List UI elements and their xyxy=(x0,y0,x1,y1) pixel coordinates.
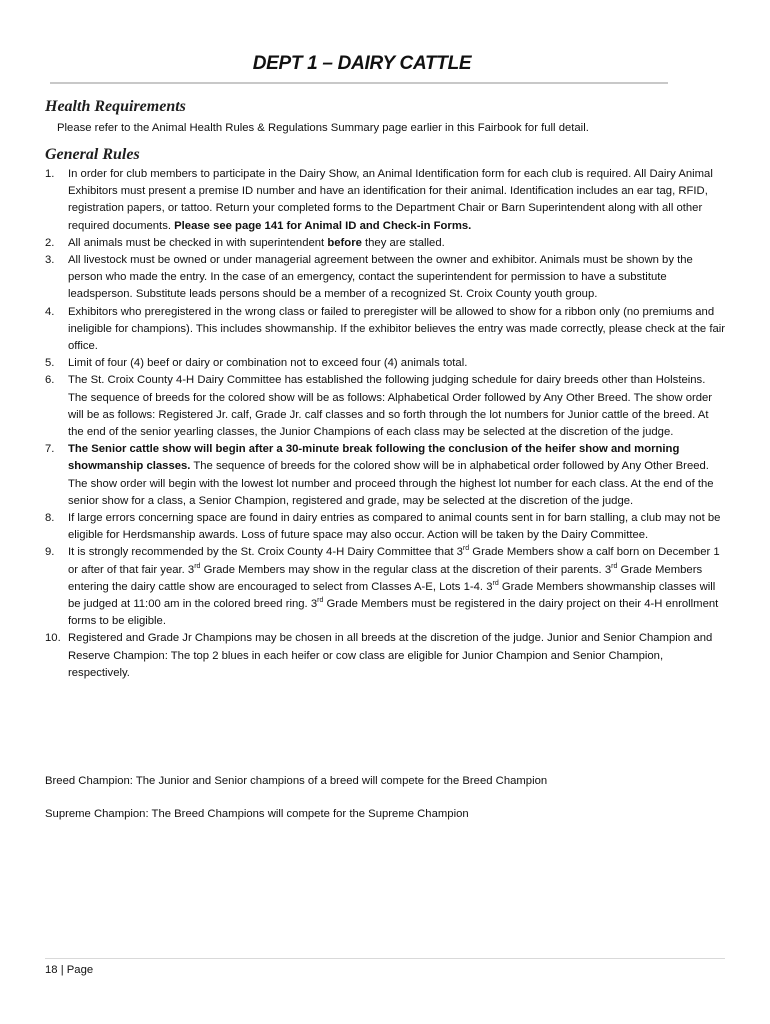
rule-text xyxy=(68,237,445,249)
rule-item xyxy=(45,355,725,372)
rule-emphasis: Please see page 141 for Animal ID and Check-in Forms. xyxy=(174,219,472,232)
rule-number: 8. xyxy=(45,512,55,525)
ordinal-suffix: rd xyxy=(492,580,499,588)
rule-text xyxy=(68,512,720,541)
title-underline xyxy=(50,82,668,84)
rule-number: 3. xyxy=(45,254,55,267)
rule-text-segment: If large errors concerning space are found in dairy entries as compared to animal counts sent in for barn stalling, a club may not be eligible for Herdsmanship awards. Loss of future space may also occur. Action will be taken by the Dairy Committee. xyxy=(68,512,721,542)
rule-text-segment: The sequence of breeds for the colored show will be in alphabetical order followed by Any Other Breed. The show order will begin with the lowest lot number and proceed through the highest lot number for each class. At the end of the senior show for a class, a Senior Champion, registered and grade, may be selected at the discretion of the judge. xyxy=(68,460,714,507)
rule-text xyxy=(68,632,712,678)
rule-text xyxy=(68,168,713,232)
rule-item xyxy=(45,166,725,235)
rule-text-segment: All livestock must be owned or under managerial agreement between the owner and exhibitor. Animals must be shown by the person who made the entry. In the case of an emergency, contact the superintendent for permission to have a substitute leadsperson. Substitute leads persons should be a member of a recognized St. Croix County youth group. xyxy=(68,254,693,301)
rule-text-segment: In order for club members to participate in the Dairy Show, an Animal Identification form for each club is required. All Dairy Animal Exhibitors must present a premise ID number and have an identification for their animal. Identification includes an ear tag, RFID, registration papers, or tattoo. Return your completed forms to the Department Chair or Barn Superintendent along with all other required documents. xyxy=(68,168,713,232)
rule-item xyxy=(45,441,725,510)
rule-item xyxy=(45,252,725,304)
rule-text xyxy=(68,357,467,369)
rule-item xyxy=(45,304,725,356)
ordinal-suffix: rd xyxy=(194,562,201,570)
rule-text-segment: Grade Members showmanship classes will be judged at 11:00 am in the colored breed ring. 3 xyxy=(68,580,716,611)
rule-text-segment: The St. Croix County 4-H Dairy Committee has established the following judging schedule for dairy breeds other than Holsteins. The sequence of breeds for the colored show will be as follows: Alphabetical Order followed by Any Other Breed. The show order will be as follows: Registered Jr. calf, Grade Jr. calf classes and so forth through the lot numbers for Junior cattle of the breed. At the end of the senior yearling classes, the Junior Champions of each class may be selected at the discretion of the judge. xyxy=(68,374,713,439)
footer-divider xyxy=(45,958,725,959)
rule-text-segment: Registered and Grade Jr Champions may be chosen in all breeds at the discretion of the judge. Junior and Senior Champion and Reserve Champion: The top 2 blues in each heifer or cow class are eligible for Junior Champion and Senior Champion, respectively. xyxy=(68,632,713,679)
rule-number: 1. xyxy=(45,168,55,180)
page-number: 18 | Page xyxy=(45,964,94,976)
rule-emphasis: The Senior cattle show will begin after a 30-minute break following the conclusion of the heifer show and morning showmanship classes. xyxy=(68,443,680,473)
rule-text xyxy=(68,546,720,627)
rule-item xyxy=(45,544,725,630)
rule-text-segment: Grade Members entering the dairy cattle show are encouraged to select from Classes A-E, Lots 1-4. 3 xyxy=(68,563,703,593)
general-rules-list xyxy=(45,166,725,682)
rule-text-segment: Limit of four (4) beef or dairy or combination not to exceed four (4) animals total. xyxy=(68,357,468,370)
rule-text-segment: All animals must be checked in with superintendent xyxy=(68,236,328,249)
rule-number: 4. xyxy=(45,305,55,318)
rule-emphasis: before xyxy=(327,236,362,249)
department-title: DEPT 1 – DAIRY CATTLE xyxy=(252,53,472,74)
rule-text xyxy=(68,254,693,300)
health-requirements-heading: Health Requirements xyxy=(45,98,186,115)
rule-number: 6. xyxy=(45,374,55,387)
rule-text-segment: Grade Members may show in the regular class at the discretion of their parents. 3 xyxy=(200,563,612,576)
breed-champion-text: Breed Champion: The Junior and Senior champions of a breed will compete for the Breed Champion xyxy=(45,775,548,787)
rule-number: 5. xyxy=(45,357,55,370)
rule-number: 10. xyxy=(45,632,61,645)
rule-text xyxy=(68,374,712,438)
rule-number: 9. xyxy=(45,546,55,559)
ordinal-suffix: rd xyxy=(611,562,618,570)
supreme-champion-text: Supreme Champion: The Breed Champions will compete for the Supreme Champion xyxy=(45,808,469,820)
rule-text-segment: Grade Members must be registered in the dairy project on their 4-H enrollment forms to be eligible. xyxy=(68,598,719,628)
rule-number: 7. xyxy=(45,443,55,456)
rule-item xyxy=(45,630,725,682)
general-rules-heading: General Rules xyxy=(45,146,140,163)
rule-number: 2. xyxy=(45,236,55,249)
rule-item xyxy=(45,235,725,252)
rule-text-segment: Grade Members show a calf born on December 1 or after of that fair year. 3 xyxy=(68,546,720,576)
rule-text xyxy=(68,306,725,352)
rule-text xyxy=(68,443,714,507)
ordinal-suffix: rd xyxy=(462,545,470,553)
rule-item xyxy=(45,510,725,544)
ordinal-suffix: rd xyxy=(317,597,324,605)
rule-text-segment: Exhibitors who preregistered in the wrong class or failed to preregister will be allowed to show for a ribbon only (no premiums and ineligible for champions). This includes showmanship. If the exhibitor believes the entry was made correctly, please check at the fair office. xyxy=(68,305,726,353)
rule-text-segment: It is strongly recommended by the St. Croix County 4-H Dairy Committee that 3 xyxy=(68,546,463,559)
rule-item xyxy=(45,372,725,441)
rule-text-segment: they are stalled. xyxy=(361,236,445,249)
health-requirements-text: Please refer to the Animal Health Rules & Regulations Summary page earlier in this Fairbook for full detail. xyxy=(57,122,589,134)
